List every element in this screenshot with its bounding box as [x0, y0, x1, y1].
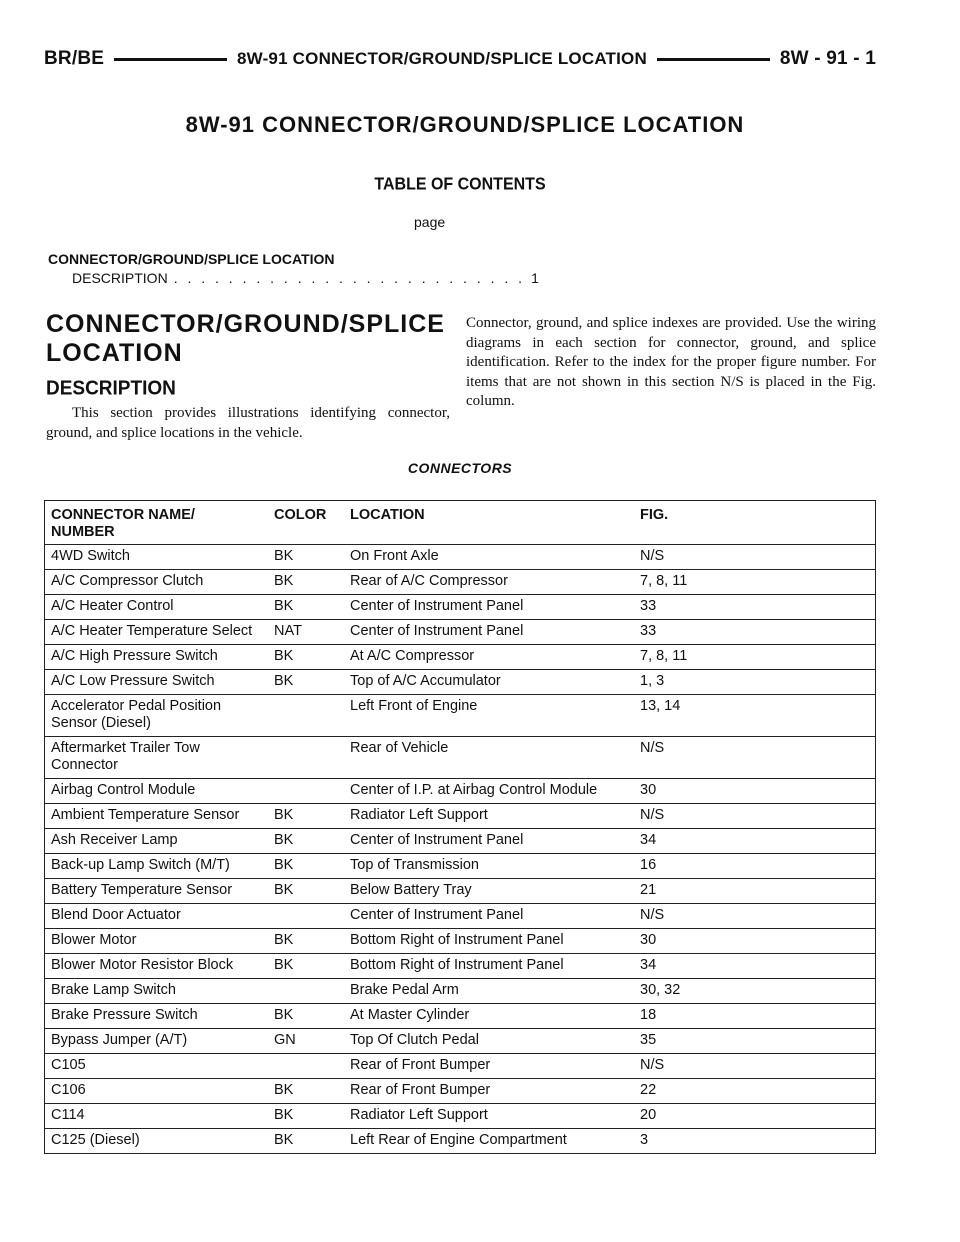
table-row [45, 570, 876, 595]
cell-fig: 7, 8, 11 [634, 645, 876, 670]
header-left: BR/BE [44, 48, 105, 69]
table-row [45, 854, 876, 879]
cell-connector: Battery Temperature Sensor [45, 879, 269, 904]
cell-connector: Blower Motor Resistor Block [45, 954, 269, 979]
cell-color: BK [268, 1004, 344, 1029]
cell-fig: N/S [634, 737, 876, 779]
table-row [45, 595, 876, 620]
cell-color: BK [268, 1129, 344, 1154]
cell-connector: Brake Lamp Switch [45, 979, 269, 1004]
cell-color: BK [268, 570, 344, 595]
cell-color: BK [268, 670, 344, 695]
table-title: CONNECTORS [407, 460, 513, 476]
cell-color [268, 979, 344, 1004]
cell-fig: 16 [634, 854, 876, 879]
cell-color: BK [268, 954, 344, 979]
cell-color: BK [268, 804, 344, 829]
cell-connector: C125 (Diesel) [45, 1129, 269, 1154]
section-subheading: DESCRIPTION [46, 377, 176, 400]
description-paragraph-right: Connector, ground, and splice indexes are provided. Use the wiring diagrams in each section for connector, ground, and splice identification. Refer to the index for the proper figure number. For items that are not shown in this section N/S is placed in the Fig. column. [466, 315, 876, 409]
table-row [45, 979, 876, 1004]
cell-fig: 3 [634, 1129, 876, 1154]
cell-location: Bottom Right of Instrument Panel [344, 954, 634, 979]
cell-connector: A/C Compressor Clutch [45, 570, 269, 595]
cell-fig: N/S [634, 545, 876, 570]
cell-location: Center of Instrument Panel [344, 620, 634, 645]
table-row [45, 929, 876, 954]
cell-location: Below Battery Tray [344, 879, 634, 904]
table-row [45, 1004, 876, 1029]
cell-connector: Bypass Jumper (A/T) [45, 1029, 269, 1054]
table-row [45, 829, 876, 854]
cell-connector: Blend Door Actuator [45, 904, 269, 929]
header-center: 8W-91 CONNECTOR/GROUND/SPLICE LOCATION [237, 49, 647, 68]
table-row [45, 779, 876, 804]
cell-fig: 30 [634, 779, 876, 804]
cell-connector: A/C High Pressure Switch [45, 645, 269, 670]
cell-color: BK [268, 1079, 344, 1104]
table-row [45, 904, 876, 929]
table-row [45, 804, 876, 829]
cell-fig: 13, 14 [634, 695, 876, 737]
cell-location: Bottom Right of Instrument Panel [344, 929, 634, 954]
cell-connector: A/C Heater Temperature Select [45, 620, 269, 645]
cell-fig: 34 [634, 829, 876, 854]
cell-color [268, 904, 344, 929]
header-rule-right [657, 58, 770, 61]
cell-fig: 18 [634, 1004, 876, 1029]
cell-fig: 30 [634, 929, 876, 954]
cell-color [268, 779, 344, 804]
description-paragraph-left: This section provides illustrations identifying connector, ground, and splice locations in the vehicle. [46, 405, 450, 441]
cell-color [268, 737, 344, 779]
col-header-location: LOCATION [344, 501, 634, 545]
running-header [44, 44, 876, 74]
cell-location: Center of Instrument Panel [344, 829, 634, 854]
table-row [45, 954, 876, 979]
cell-location: On Front Axle [344, 545, 634, 570]
cell-connector: A/C Heater Control [45, 595, 269, 620]
cell-color: BK [268, 854, 344, 879]
table-row [45, 545, 876, 570]
cell-location: Center of I.P. at Airbag Control Module [344, 779, 634, 804]
header-rule-left [114, 58, 227, 61]
cell-fig: 1, 3 [634, 670, 876, 695]
table-header-row [45, 501, 876, 545]
table-row [45, 1079, 876, 1104]
cell-color: NAT [268, 620, 344, 645]
cell-location: Rear of Front Bumper [344, 1054, 634, 1079]
cell-connector: C114 [45, 1104, 269, 1129]
cell-connector: Accelerator Pedal Position Sensor (Diesel) [45, 695, 269, 737]
cell-location: Top of A/C Accumulator [344, 670, 634, 695]
table-row [45, 1054, 876, 1079]
connectors-table [44, 500, 876, 1154]
cell-fig: 21 [634, 879, 876, 904]
toc-entry-label: DESCRIPTION [72, 270, 168, 286]
cell-location: Left Front of Engine [344, 695, 634, 737]
cell-connector: A/C Low Pressure Switch [45, 670, 269, 695]
cell-color [268, 695, 344, 737]
cell-location: Radiator Left Support [344, 1104, 634, 1129]
toc-page-label: page [414, 214, 446, 230]
cell-color: BK [268, 879, 344, 904]
toc-entry-leader: . . . . . . . . . . . . . . . . . . . . . . . . . . [173, 270, 526, 286]
table-body [45, 545, 876, 1154]
cell-fig: 20 [634, 1104, 876, 1129]
table-row [45, 645, 876, 670]
cell-color: BK [268, 595, 344, 620]
cell-location: At Master Cylinder [344, 1004, 634, 1029]
cell-location: Top Of Clutch Pedal [344, 1029, 634, 1054]
cell-fig: N/S [634, 804, 876, 829]
cell-fig: 7, 8, 11 [634, 570, 876, 595]
cell-connector: Ash Receiver Lamp [45, 829, 269, 854]
cell-color: BK [268, 929, 344, 954]
col-header-color: COLOR [268, 501, 344, 545]
cell-color: GN [268, 1029, 344, 1054]
table-row [45, 879, 876, 904]
cell-connector: Brake Pressure Switch [45, 1004, 269, 1029]
table-row [45, 1104, 876, 1129]
cell-fig: N/S [634, 1054, 876, 1079]
cell-connector: Ambient Temperature Sensor [45, 804, 269, 829]
cell-location: Rear of Front Bumper [344, 1079, 634, 1104]
col-header-connector: CONNECTOR NAME/ NUMBER [45, 501, 269, 545]
cell-location: Left Rear of Engine Compartment [344, 1129, 634, 1154]
cell-location: At A/C Compressor [344, 645, 634, 670]
cell-location: Center of Instrument Panel [344, 904, 634, 929]
cell-fig: 30, 32 [634, 979, 876, 1004]
cell-fig: 33 [634, 620, 876, 645]
toc-entry[interactable] [72, 270, 539, 286]
table-row [45, 737, 876, 779]
table-row [45, 1129, 876, 1154]
cell-location: Radiator Left Support [344, 804, 634, 829]
cell-connector: C105 [45, 1054, 269, 1079]
toc-title: TABLE OF CONTENTS [374, 175, 546, 194]
page-title: 8W-91 CONNECTOR/GROUND/SPLICE LOCATION [185, 112, 745, 137]
cell-connector: Airbag Control Module [45, 779, 269, 804]
table-row [45, 1029, 876, 1054]
cell-color: BK [268, 829, 344, 854]
cell-fig: 35 [634, 1029, 876, 1054]
cell-connector: 4WD Switch [45, 545, 269, 570]
cell-color: BK [268, 1104, 344, 1129]
cell-connector: C106 [45, 1079, 269, 1104]
cell-fig: 33 [634, 595, 876, 620]
header-right: 8W - 91 - 1 [779, 48, 877, 69]
toc-entry-page: 1 [531, 270, 539, 286]
cell-location: Brake Pedal Arm [344, 979, 634, 1004]
cell-color: BK [268, 645, 344, 670]
cell-color: BK [268, 545, 344, 570]
table-row [45, 620, 876, 645]
cell-location: Center of Instrument Panel [344, 595, 634, 620]
cell-connector: Aftermarket Trailer Tow Connector [45, 737, 269, 779]
cell-fig: N/S [634, 904, 876, 929]
cell-connector: Blower Motor [45, 929, 269, 954]
section-heading: CONNECTOR/GROUND/SPLICE LOCATION [46, 310, 445, 367]
cell-fig: 34 [634, 954, 876, 979]
toc-heading: CONNECTOR/GROUND/SPLICE LOCATION [48, 251, 335, 267]
cell-color [268, 1054, 344, 1079]
cell-location: Rear of A/C Compressor [344, 570, 634, 595]
table-row [45, 670, 876, 695]
cell-location: Top of Transmission [344, 854, 634, 879]
cell-fig: 22 [634, 1079, 876, 1104]
cell-location: Rear of Vehicle [344, 737, 634, 779]
cell-connector: Back-up Lamp Switch (M/T) [45, 854, 269, 879]
col-header-fig: FIG. [634, 501, 876, 545]
table-row [45, 695, 876, 737]
